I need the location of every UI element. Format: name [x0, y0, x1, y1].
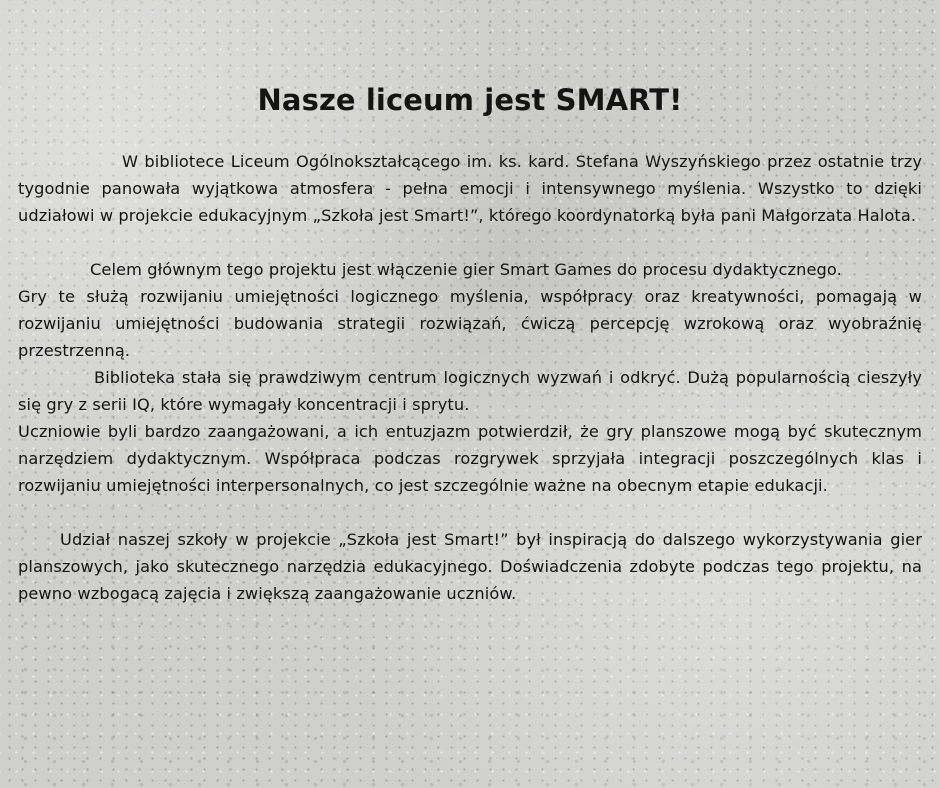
paragraph-goal: Celem głównym tego projektu jest włączenie gier Smart Games do procesu dydaktycznego.: [90, 260, 842, 279]
page-title: Nasze liceum jest SMART!: [257, 83, 683, 117]
paragraph-benefits: Gry te służą rozwijaniu umiejętności logicznego myślenia, współpracy oraz kreatywności, pomagają w rozwijaniu umiejętności budowania strategii rozwiązań, ćwiczą percepcję wzrokową oraz wyobraźnię przestrzenną.: [18, 287, 922, 360]
paragraph-students: Uczniowie byli bardzo zaangażowani, a ich entuzjazm potwierdził, że gry planszowe mogą być skutecznym narzędziem dydaktycznym. Współpraca podczas rozgrywek sprzyjała integracji poszczególnych klas i rozwijaniu umiejętności interpersonalnych, co jest szczególnie ważne na obecnym etapie edukacji.: [18, 422, 922, 495]
document-page: [18, 78, 922, 607]
paragraph-conclusion: Udział naszej szkoły w projekcie „Szkoła jest Smart!” był inspiracją do dalszego wykorzystywania gier planszowych, jako skutecznego narzędzia edukacyjnego. Doświadczenia zdobyte podczas tego projektu, na pewno wzbogacą zajęcia i zwiększą zaangażowanie uczniów.: [18, 530, 922, 603]
paragraph-spacer: [18, 499, 922, 526]
paragraph-spacer: [18, 229, 922, 256]
paragraph-library: Biblioteka stała się prawdziwym centrum logicznych wyzwań i odkryć. Dużą popularnością cieszyły się gry z serii IQ, które wymagały koncentracji i sprytu.: [18, 368, 922, 414]
paragraph-intro: W bibliotece Liceum Ogólnokształcącego im. ks. kard. Stefana Wyszyńskiego przez ostatnie trzy tygodnie panowała wyjątkowa atmosfera - pełna emocji i intensywnego myślenia. Wszystko to dzięki udziałowi w projekcie edukacyjnym „Szkoła jest Smart!”, którego koordynatorką była pani Małgorzata Halota.: [18, 152, 922, 225]
article-body: [18, 148, 922, 607]
